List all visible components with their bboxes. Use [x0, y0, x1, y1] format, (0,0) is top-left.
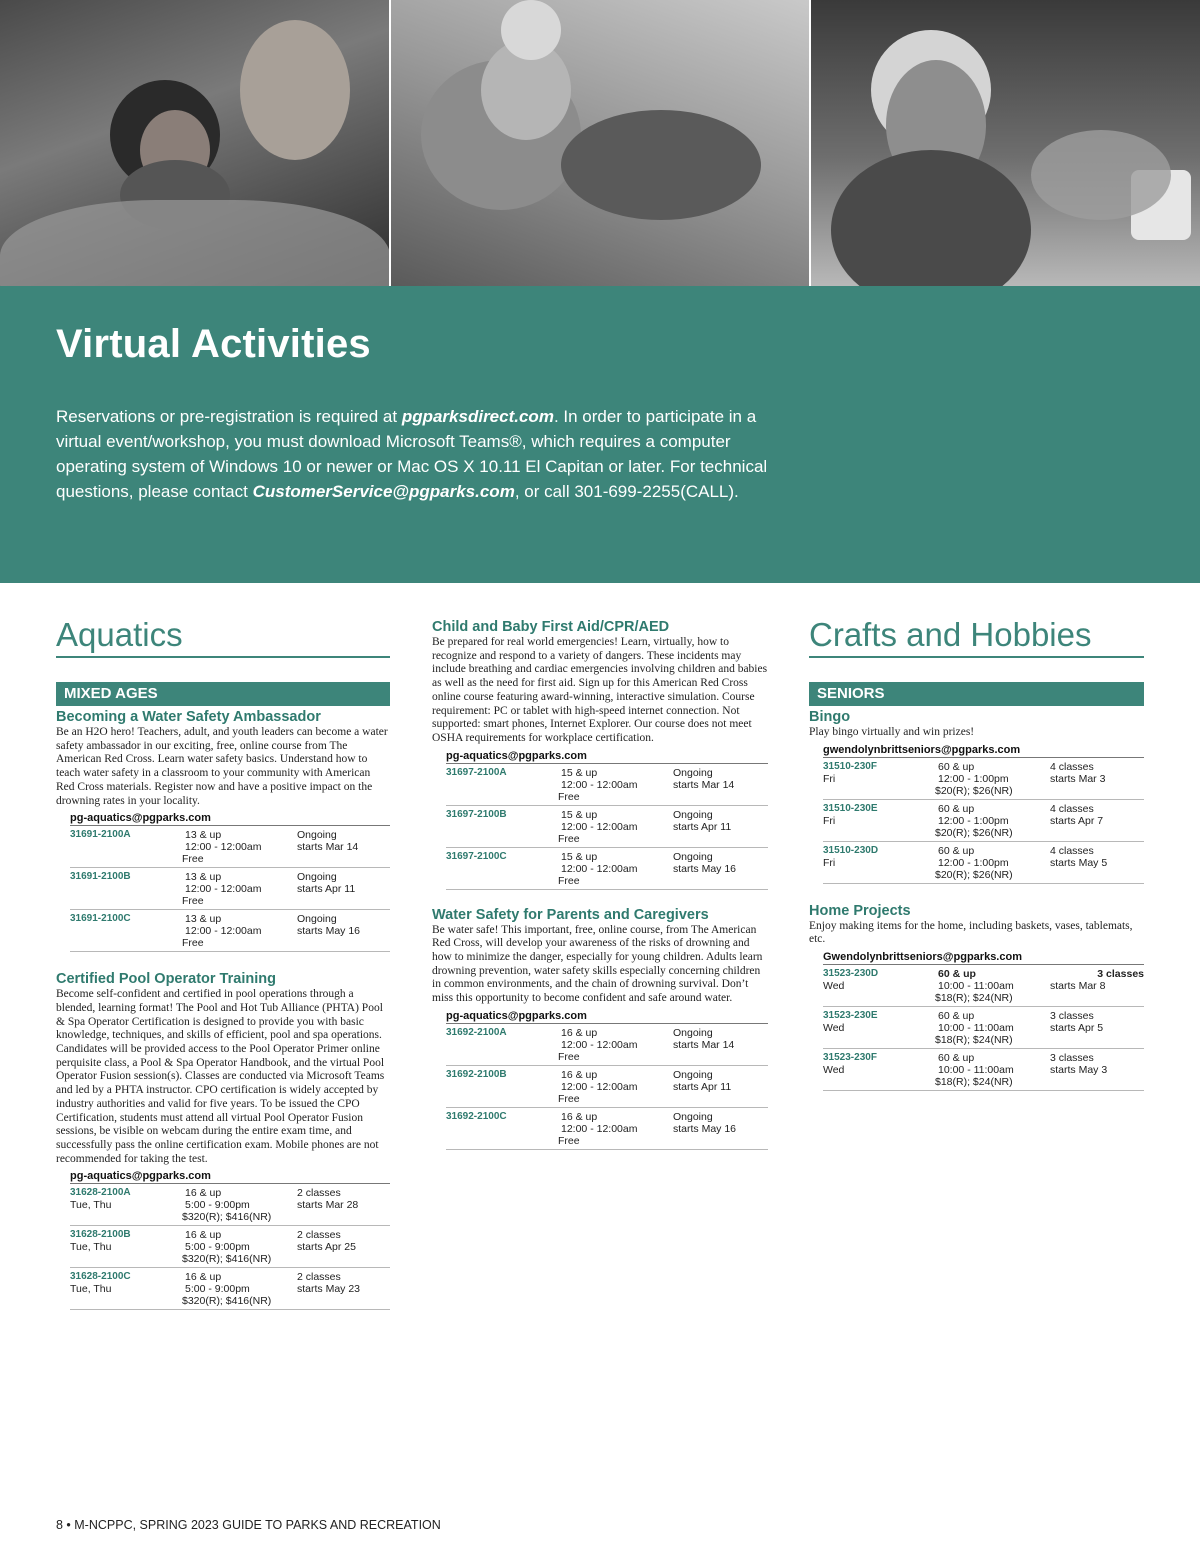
class-code: 31523-230F — [823, 1052, 877, 1064]
class-fee: $320(R); $416(NR) — [182, 1253, 272, 1266]
class-table — [446, 763, 768, 890]
class-row[interactable] — [70, 826, 390, 868]
class-fee: Free — [182, 853, 204, 866]
program-block — [809, 708, 1144, 884]
class-age: 13 & up — [185, 871, 222, 884]
intro-mid: . In order to participate in a virtual event/workshop, you must download Microsoft Teams®, which requires a computer operating system of Windows 10 or newer or Mac OS X 10.11 El Capitan or later. For technical questions, please contact — [56, 407, 768, 501]
class-day: Tue, Thu — [70, 1283, 112, 1296]
program-title: Bingo — [809, 709, 851, 725]
class-code: 31697-2100C — [446, 850, 507, 862]
program-block — [809, 902, 1144, 1091]
seniors-bar: SENIORS — [809, 682, 1144, 706]
class-day: Fri — [823, 814, 836, 827]
contact-email[interactable]: Gwendolynbrittseniors@pgparks.com — [823, 951, 1022, 964]
class-fee: Free — [182, 895, 204, 908]
class-row[interactable] — [823, 842, 1144, 884]
class-day: Tue, Thu — [70, 1199, 112, 1212]
class-table — [70, 1183, 390, 1310]
class-fee: $18(R); $24(NR) — [935, 1076, 1013, 1089]
class-code: 31628-2100C — [70, 1271, 131, 1283]
class-status: Ongoing — [673, 1068, 713, 1081]
class-age: 15 & up — [561, 766, 598, 779]
class-time: 12:00 - 12:00am — [561, 820, 638, 833]
first-aid-column — [432, 616, 768, 1150]
class-status: Ongoing — [673, 850, 713, 863]
page-footer: 8 • M-NCPPC, SPRING 2023 GUIDE TO PARKS AND RECREATION — [56, 1518, 441, 1532]
page-title: Virtual Activities — [56, 322, 371, 366]
contact-email[interactable]: pg-aquatics@pgparks.com — [70, 1170, 211, 1183]
class-status: 4 classes — [1050, 802, 1094, 815]
class-day: Wed — [823, 1022, 845, 1035]
class-row[interactable] — [70, 910, 390, 952]
class-time: 12:00 - 12:00am — [185, 841, 262, 854]
class-row[interactable] — [823, 1049, 1144, 1091]
class-start: starts Apr 11 — [673, 820, 732, 833]
program-title: Water Safety for Parents and Caregivers — [432, 906, 709, 923]
pgparksdirect-link[interactable]: pgparksdirect.com — [401, 407, 554, 426]
class-time: 5:00 - 9:00pm — [185, 1283, 250, 1296]
program-title: Becoming a Water Safety Ambassador — [56, 709, 321, 725]
class-status: Ongoing — [673, 1026, 713, 1039]
class-age: 60 & up — [938, 844, 975, 857]
class-code: 31692-2100C — [446, 1110, 507, 1122]
photo-strip — [0, 0, 1200, 286]
class-fee: Free — [558, 832, 580, 845]
class-status: 3 classes — [1050, 1010, 1094, 1023]
class-status: 4 classes — [1050, 760, 1094, 773]
class-age: 16 & up — [185, 1229, 222, 1242]
class-status: Ongoing — [673, 766, 713, 779]
mixed-ages-bar: MIXED AGES — [56, 682, 390, 706]
program-block — [432, 618, 768, 890]
class-fee: Free — [182, 937, 204, 950]
class-status: 3 classes — [1050, 1052, 1094, 1065]
class-row[interactable] — [823, 800, 1144, 842]
virtual-activities-banner — [0, 286, 1200, 583]
contact-email[interactable]: pg-aquatics@pgparks.com — [70, 812, 211, 825]
class-status: Ongoing — [673, 808, 713, 821]
class-code: 31523-230E — [823, 1010, 878, 1022]
class-age: 60 & up — [938, 1052, 975, 1065]
crafts-section-title: Crafts and Hobbies — [809, 616, 1144, 658]
class-day: Fri — [823, 856, 836, 869]
class-fee: $20(R); $26(NR) — [935, 826, 1013, 839]
class-status: Ongoing — [297, 913, 337, 926]
class-row[interactable] — [823, 1007, 1144, 1049]
class-code: 31510-230D — [823, 844, 879, 856]
program-title: Certified Pool Operator Training — [56, 971, 276, 988]
class-time: 12:00 - 12:00am — [185, 925, 262, 938]
class-table — [446, 1023, 768, 1150]
class-row[interactable] — [446, 1066, 768, 1108]
class-time: 12:00 - 1:00pm — [938, 772, 1009, 785]
contact-email[interactable]: pg-aquatics@pgparks.com — [446, 749, 587, 762]
class-fee: $18(R); $24(NR) — [935, 1034, 1013, 1047]
class-fee: $320(R); $416(NR) — [182, 1211, 272, 1224]
class-start: starts Mar 14 — [673, 778, 735, 791]
class-status: 2 classes — [297, 1229, 341, 1242]
class-code: 31697-2100B — [446, 808, 507, 820]
photo-cpr-mannequin — [391, 0, 808, 286]
class-day: Fri — [823, 772, 836, 785]
class-status: Ongoing — [297, 829, 337, 842]
class-age: 60 & up — [938, 802, 975, 815]
class-start: starts May 16 — [297, 925, 361, 938]
class-start: starts Apr 11 — [673, 1080, 732, 1093]
class-time: 5:00 - 9:00pm — [185, 1199, 250, 1212]
class-age: 60 & up — [938, 1010, 975, 1023]
program-block — [56, 970, 390, 1310]
class-fee: $20(R); $26(NR) — [935, 784, 1013, 797]
class-row[interactable] — [70, 868, 390, 910]
class-start: starts Mar 3 — [1050, 772, 1106, 785]
program-description: Play bingo virtually and win prizes! — [809, 726, 975, 738]
photo-children-swimming — [0, 0, 389, 286]
class-status: 2 classes — [297, 1271, 341, 1284]
photo-senior-woman — [811, 0, 1200, 286]
class-code: 31692-2100B — [446, 1068, 507, 1080]
program-description: Become self-confident and certified in pool operations through a blended, learning format! The Pool and Hot Tub Alliance (PHTA) Pool & Spa Operator Certification is designed to provide you with basic knowledge, techniques, and skills of efficient, pool and spa operations. Candidates will be provided access to the Pool Operator Primer online perquisite class, a Pool & Spa Operator Handbook, and the virtual Pool Operator Fusion session(s). Classes are conducted via Microsoft Teams and led by a PHTA instructor. CPO certification is widely accepted by industry authorities and valid for five years. To be issued the CPO Certification, students must attend all virtual Pool Operator Fusion sessions, be visible on webcam during the entire exam time, and successfully pass the online certification exam. Mobile phones are not recommended for taking the test. — [56, 988, 385, 1165]
aquatics-column — [56, 610, 390, 1310]
class-code: 31510-230E — [823, 802, 878, 814]
contact-email[interactable]: gwendolynbrittseniors@pgparks.com — [823, 743, 1021, 756]
class-time: 12:00 - 12:00am — [561, 778, 638, 791]
class-start: starts Apr 11 — [297, 883, 356, 896]
class-age: 60 & up — [938, 760, 975, 773]
class-start: starts Apr 25 — [297, 1241, 356, 1254]
class-day: Wed — [823, 980, 845, 993]
class-table — [823, 757, 1144, 884]
class-start: starts May 16 — [673, 1122, 737, 1135]
aquatics-section-title: Aquatics — [56, 616, 390, 658]
class-start: starts Apr 7 — [1050, 814, 1104, 827]
class-age: 60 & up — [938, 968, 976, 981]
intro-pre: Reservations or pre-registration is required at — [56, 407, 402, 426]
program-block — [432, 906, 768, 1150]
class-fee: Free — [558, 874, 580, 887]
class-time: 12:00 - 1:00pm — [938, 814, 1009, 827]
program-description: Be water safe! This important, free, online course, from The American Red Cross, will develop your awareness of the risks of drowning and how to minimize the danger, especially for young children. Adults learn drowning prevention, water safety skills especially concerning children in common environments, and the chain of drowning survival. Don’t miss this opportunity to become confident and safe around water. — [432, 923, 763, 1005]
class-time: 10:00 - 11:00am — [938, 1022, 1014, 1035]
class-fee: Free — [558, 1134, 580, 1147]
class-time: 10:00 - 11:00am — [938, 1064, 1014, 1077]
class-age: 15 & up — [561, 850, 598, 863]
class-start: starts May 5 — [1050, 856, 1108, 869]
class-row[interactable] — [70, 1226, 390, 1268]
class-code: 31510-230F — [823, 760, 877, 772]
crafts-column — [809, 610, 1144, 1091]
class-row[interactable] — [446, 1024, 768, 1066]
class-row[interactable] — [823, 758, 1144, 800]
class-row[interactable] — [446, 806, 768, 848]
program-title: Home Projects — [809, 902, 911, 919]
class-time: 12:00 - 12:00am — [561, 1038, 638, 1051]
class-code: 31628-2100B — [70, 1229, 131, 1241]
class-fee: Free — [558, 1050, 580, 1063]
class-age: 16 & up — [561, 1068, 598, 1081]
program-description: Be prepared for real world emergencies! Learn, virtually, how to recognize and respond to a variety of dangers. These incidents may include breathing and cardiac emergencies involving children and babies as well as the need for first aid. Sign up for this American Red Cross online course featuring award-winning, interactive simulation. Course requirement: PC or tablet with high-speed internet connection. Not supported: smart phones, Internet Explorer. Our course does not meet OSHA requirements for workplace certification. — [432, 636, 768, 744]
class-time: 12:00 - 12:00am — [561, 1122, 638, 1135]
intro-post: , or call 301-699-2255(CALL). — [514, 482, 739, 501]
class-start: starts May 23 — [297, 1283, 361, 1296]
class-status: 2 classes — [297, 1187, 341, 1200]
program-title: Child and Baby First Aid/CPR/AED — [432, 619, 670, 635]
class-start: starts Mar 14 — [297, 841, 359, 854]
class-code: 31628-2100A — [70, 1187, 131, 1199]
class-start: starts Apr 5 — [1050, 1022, 1104, 1035]
class-row[interactable] — [823, 965, 1144, 1007]
class-row[interactable] — [70, 1268, 390, 1310]
class-age: 16 & up — [185, 1271, 222, 1284]
class-age: 16 & up — [561, 1110, 598, 1123]
class-start: starts May 3 — [1050, 1064, 1108, 1077]
class-age: 13 & up — [185, 913, 222, 926]
class-fee: $320(R); $416(NR) — [182, 1295, 272, 1308]
class-fee: Free — [558, 1092, 580, 1105]
program-description: Be an H2O hero! Teachers, adult, and youth leaders can become a water safety ambassador in our exciting, free, online course from The American Red Cross. Learn water safety basics. Understand how to teach water safety in a classroom to your community with American Red Cross materials. Register now and have a positive impact on the drowning rates in your locality. — [56, 726, 388, 807]
intro-text — [56, 404, 786, 504]
class-row[interactable] — [446, 848, 768, 890]
class-code: 31697-2100A — [446, 766, 507, 778]
class-status: Ongoing — [297, 871, 337, 884]
class-day: Tue, Thu — [70, 1241, 112, 1254]
class-start: starts Mar 8 — [1050, 980, 1106, 993]
class-time: 12:00 - 12:00am — [561, 1080, 638, 1093]
class-start: starts May 16 — [673, 862, 737, 875]
class-code: 31523-230D — [823, 968, 879, 980]
class-row[interactable] — [70, 1184, 390, 1226]
class-status: 4 classes — [1050, 844, 1094, 857]
class-time: 5:00 - 9:00pm — [185, 1241, 250, 1254]
class-start: starts Mar 28 — [297, 1199, 359, 1212]
class-fee: Free — [558, 790, 580, 803]
class-start: starts Mar 14 — [673, 1038, 735, 1051]
class-table — [70, 825, 390, 952]
class-code: 31692-2100A — [446, 1026, 507, 1038]
class-time: 12:00 - 12:00am — [185, 883, 262, 896]
class-age: 15 & up — [561, 808, 598, 821]
program-description: Enjoy making items for the home, including baskets, vases, tablemats, etc. — [809, 919, 1133, 946]
class-status: Ongoing — [673, 1110, 713, 1123]
customer-service-email-link[interactable]: CustomerService@pgparks.com — [252, 482, 515, 501]
class-code: 31691-2100B — [70, 871, 131, 883]
class-time: 12:00 - 12:00am — [561, 862, 638, 875]
class-time: 10:00 - 11:00am — [938, 980, 1014, 993]
class-row[interactable] — [446, 764, 768, 806]
class-age: 13 & up — [185, 829, 222, 842]
class-age: 16 & up — [185, 1187, 222, 1200]
class-code: 31691-2100A — [70, 829, 131, 841]
class-time: 12:00 - 1:00pm — [938, 856, 1009, 869]
class-fee: $18(R); $24(NR) — [935, 992, 1013, 1005]
program-block — [56, 708, 390, 952]
class-age: 16 & up — [561, 1026, 598, 1039]
class-table — [823, 964, 1144, 1091]
contact-email[interactable]: pg-aquatics@pgparks.com — [446, 1009, 587, 1022]
class-fee: $20(R); $26(NR) — [935, 868, 1013, 881]
class-code: 31691-2100C — [70, 913, 131, 925]
class-status: 3 classes — [1097, 968, 1144, 981]
class-day: Wed — [823, 1064, 845, 1077]
class-row[interactable] — [446, 1108, 768, 1150]
